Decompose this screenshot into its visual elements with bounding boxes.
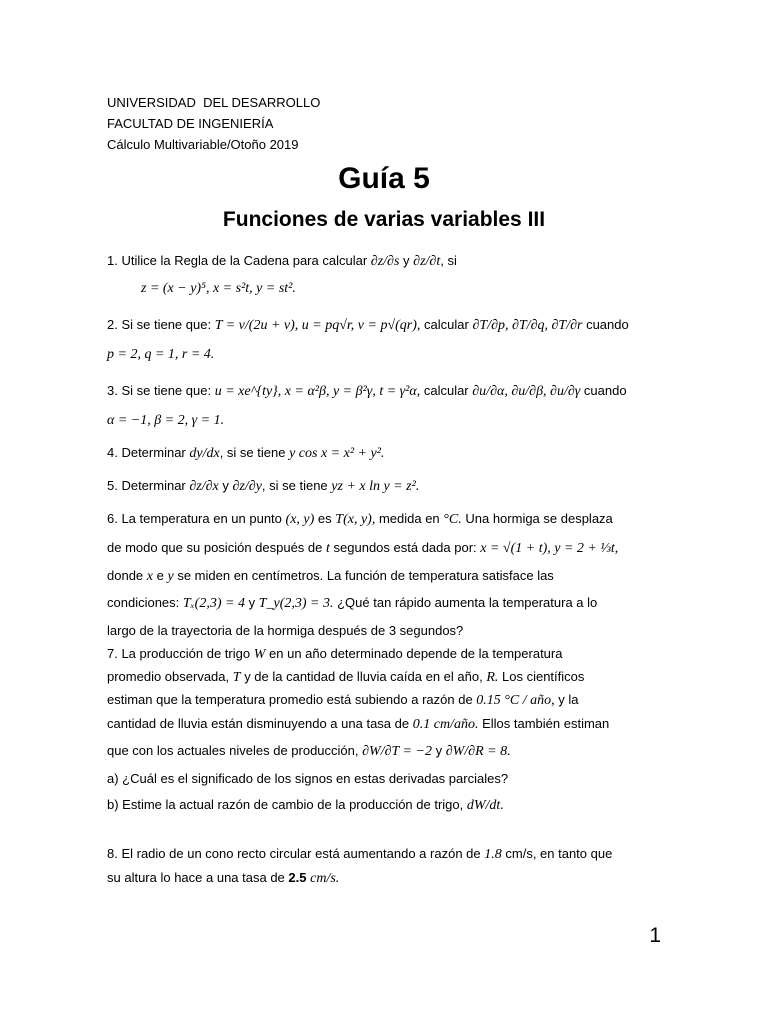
page-number: 1 [649,924,661,947]
problem-5-expr-2: ∂z/∂y [232,479,262,494]
problem-4-equation: y cos x = x² + y². [289,446,385,461]
problem-1-equation: z = (x − y)⁵, x = s²t, y = st². [141,281,296,296]
problem-6-line-5: largo de la trayectoria de la hormiga después de 3 segundos? [107,623,464,638]
problem-1-expr-2: ∂z/∂t [413,254,441,269]
problem-7-question-b: b) Estime la actual razón de cambio de la producción de trigo, dW/dt. [107,797,504,813]
problem-1-expr-1: ∂z/∂s [370,254,400,269]
problem-5-equation: yz + x ln y = z². [331,479,420,494]
problem-7-line-2: promedio observada, T y de la cantidad de lluvia caída en el año, R. Los científicos [107,669,585,685]
problem-6-line-3: donde x e y se miden en centímetros. La función de temperatura satisface las [107,568,554,584]
problem-2-equation: T = v/(2u + v), u = pq√r, v = p√(qr), [214,318,421,333]
course-name: Cálculo Multivariable/Otoño 2019 [107,137,299,152]
problem-7-line-4: cantidad de lluvia están disminuyendo a una tasa de 0.1 cm/año. Ellos también estiman [107,716,610,732]
problem-2: 2. Si se tiene que: T = v/(2u + v), u = pq√r, v = p√(qr), calcular ∂T/∂p, ∂T/∂q, ∂T/∂r cuando [107,317,629,333]
problem-3: 3. Si se tiene que: u = xe^{ty}, x = α²β, y = β²γ, t = γ²α, calcular ∂u/∂α, ∂u/∂β, ∂u/∂γ cuando [107,383,627,399]
university-name: UNIVERSIDAD DEL DESARROLLO [107,95,321,110]
page-title: Guía 5 [338,162,430,195]
document-header [107,92,320,155]
problem-6-line-2: de modo que su posición después de t segundos está dada por: x = √(1 + t), y = 2 + ⅓t, [107,540,619,556]
problem-8-line-1: 8. El radio de un cono recto circular está aumentando a razón de 1.8 cm/s, en tanto que [107,846,613,862]
problem-1: 1. Utilice la Regla de la Cadena para calcular ∂z/∂s y ∂z/∂t, si [107,253,457,269]
problem-4: 4. Determinar dy/dx, si se tiene y cos x = x² + y². [107,445,385,461]
problem-6-line-1: 6. La temperatura en un punto (x, y) es T(x, y), medida en °C. Una hormiga se desplaza [107,511,613,527]
problem-7-line-1: 7. La producción de trigo W en un año determinado depende de la temperatura [107,646,563,662]
problem-2-derivatives: ∂T/∂p, ∂T/∂q, ∂T/∂r [472,318,583,333]
problem-3-conditions: α = −1, β = 2, γ = 1. [107,413,225,428]
problem-7-question-a: a) ¿Cuál es el significado de los signos en estas derivadas parciales? [107,771,509,786]
problem-3-equation: u = xe^{ty}, x = α²β, y = β²γ, t = γ²α, [214,384,421,399]
problem-7-line-3: estiman que la temperatura promedio está subiendo a razón de 0.15 °C / año, y la [107,692,579,708]
page-subtitle: Funciones de varias variables III [222,208,546,231]
problem-5-expr-1: ∂z/∂x [189,479,219,494]
problem-2-conditions: p = 2, q = 1, r = 4. [107,347,215,362]
problem-8-line-2: su altura lo hace a una tasa de 2.5 cm/s. [107,870,340,886]
problem-6-line-4: condiciones: Tₓ(2,3) = 4 y T_y(2,3) = 3. ¿Qué tan rápido aumenta la temperatura a lo [107,595,598,611]
faculty-name: FACULTAD DE INGENIERÍA [107,116,274,131]
problem-7-line-5: que con los actuales niveles de producción, ∂W/∂T = −2 y ∂W/∂R = 8. [107,743,511,759]
problem-list [107,248,667,890]
problem-3-derivatives: ∂u/∂α, ∂u/∂β, ∂u/∂γ [472,384,581,399]
problem-5: 5. Determinar ∂z/∂x y ∂z/∂y, si se tiene yz + x ln y = z². [107,478,420,494]
problem-4-expr: dy/dx [189,446,220,461]
